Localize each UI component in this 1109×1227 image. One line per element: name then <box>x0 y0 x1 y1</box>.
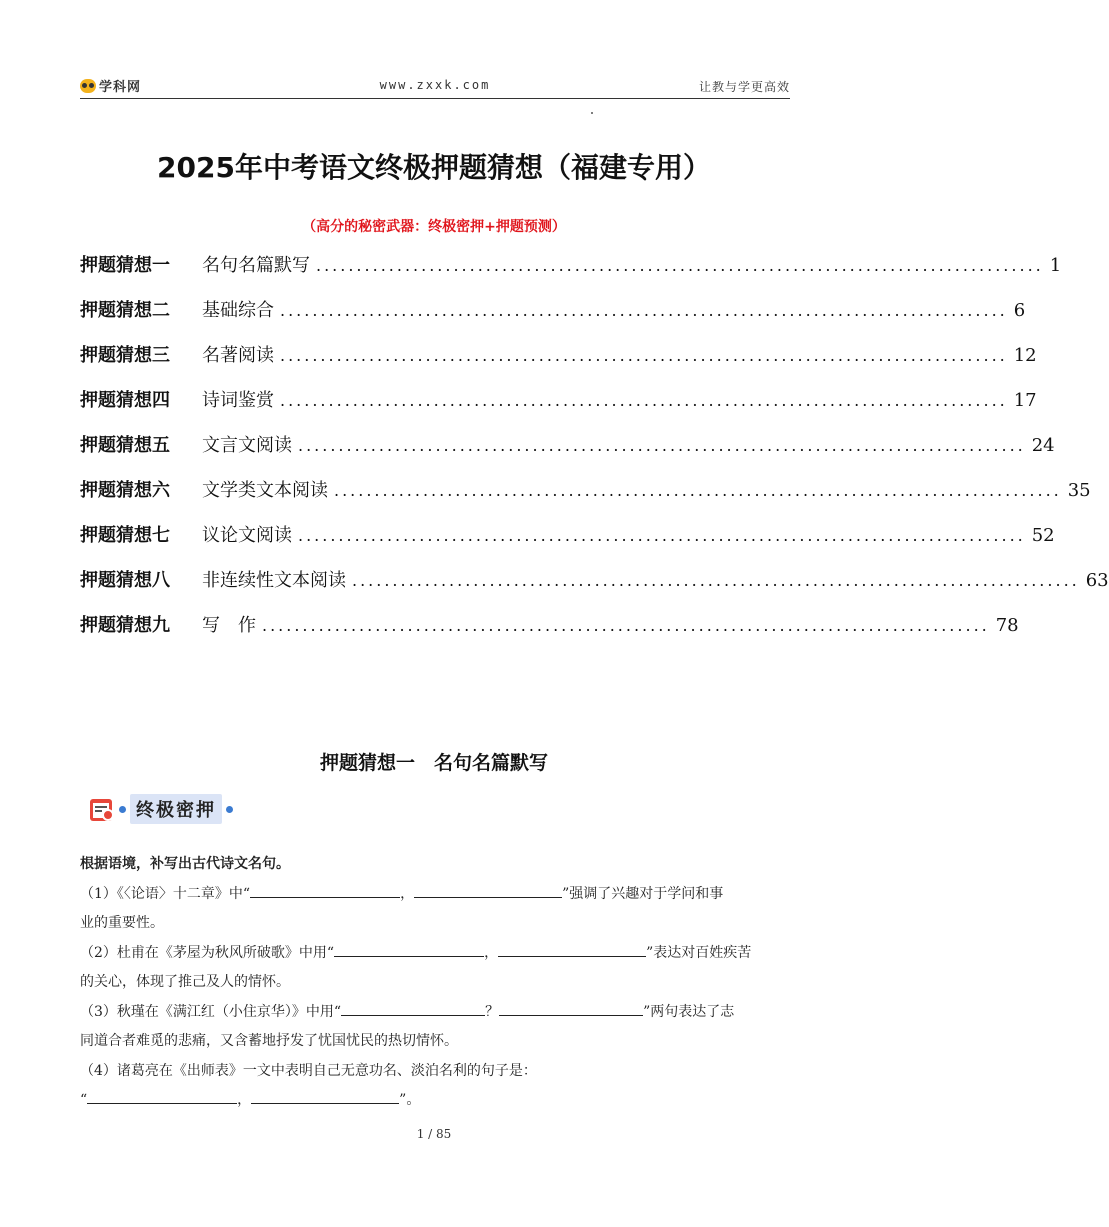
badge-dot-icon <box>226 806 233 813</box>
toc-entry[interactable] <box>80 251 1062 296</box>
toc-entry-number: 押题猜想六 <box>80 480 170 501</box>
stray-dot <box>591 112 593 114</box>
toc-entry-name: 文言文阅读 <box>202 435 292 456</box>
page-number: 1 / 85 <box>416 1127 452 1141</box>
toc-leader-dots: .......................................................................................... <box>280 391 1008 410</box>
section-badge <box>88 793 233 825</box>
toc-leader-dots: .......................................................................................... <box>352 571 1080 590</box>
question-punct: ”。 <box>399 1092 421 1108</box>
toc-entry-number: 押题猜想三 <box>80 345 170 366</box>
toc-entry[interactable] <box>80 341 1037 386</box>
question-item <box>80 939 790 998</box>
question-item <box>80 1057 790 1116</box>
toc-entry[interactable] <box>80 296 1026 341</box>
toc-entry-page: 63 <box>1085 570 1109 591</box>
question-punct: ？ <box>485 1003 500 1020</box>
question-text: ”两句表达了志 <box>643 1003 735 1020</box>
toc-entry-name: 诗词鉴赏 <box>202 390 274 411</box>
question-text: （2）杜甫在《茅屋为秋风所破歌》中用“ <box>80 944 335 961</box>
toc-entry-number: 押题猜想九 <box>80 615 170 636</box>
toc-entry-name: 写 作 <box>202 615 256 636</box>
answer-blank[interactable] <box>498 942 646 957</box>
toc-entry-number: 押题猜想二 <box>80 300 170 321</box>
toc-entry-page: 24 <box>1031 435 1055 456</box>
page-header <box>80 76 790 96</box>
question-item <box>80 998 790 1057</box>
toc-entry-page: 1 <box>1049 255 1062 276</box>
toc-leader-dots: .......................................................................................... <box>280 301 1008 320</box>
logo-text: 学科网 <box>99 80 142 95</box>
question-text: （1）《〈论语〉十二章》中“ <box>80 885 251 902</box>
header-slogan: 让教与学更高效 <box>698 80 790 94</box>
notepad-target-icon <box>88 795 116 823</box>
answer-blank[interactable] <box>414 883 562 898</box>
toc-entry-name: 名著阅读 <box>202 345 274 366</box>
question-punct: ， <box>484 944 499 961</box>
toc-leader-dots: .......................................................................................... <box>262 616 990 635</box>
toc-entry[interactable] <box>80 431 1055 476</box>
question-text: 业的重要性。 <box>80 915 164 931</box>
toc-entry[interactable] <box>80 386 1037 431</box>
toc-entry-number: 押题猜想一 <box>80 255 170 276</box>
toc-entry-page: 12 <box>1013 345 1037 366</box>
question-instruction: 根据语境，补写出古代诗文名句。 <box>80 856 290 872</box>
question-text: （4）诸葛亮在《出师表》一文中表明自己无意功名、淡泊名利的句子是： <box>80 1062 537 1079</box>
toc-entry[interactable] <box>80 566 1109 611</box>
toc-entry-name: 基础综合 <box>202 300 274 321</box>
toc-entry-number: 押题猜想七 <box>80 525 170 546</box>
toc-leader-dots: .......................................................................................... <box>316 256 1044 275</box>
badge-label: 终极密押 <box>130 794 222 824</box>
question-punct: “ <box>80 1092 88 1108</box>
answer-blank[interactable] <box>499 1001 643 1016</box>
question-punct: ， <box>400 885 415 902</box>
question-text: 同道合者难觅的悲痛，又含蓄地抒发了忧国忧民的热切情怀。 <box>80 1033 458 1049</box>
header-divider <box>80 98 790 99</box>
toc-entry-name: 非连续性文本阅读 <box>202 570 346 591</box>
toc-entry-page: 52 <box>1031 525 1055 546</box>
toc-entry[interactable] <box>80 476 1091 521</box>
answer-blank[interactable] <box>87 1089 237 1104</box>
toc-entry-page: 6 <box>1013 300 1026 321</box>
question-item <box>80 880 790 939</box>
question-text: ”强调了兴趣对于学问和事 <box>562 885 724 902</box>
toc-entry-page: 17 <box>1013 390 1037 411</box>
toc-leader-dots: .......................................................................................... <box>280 346 1008 365</box>
toc-leader-dots: .......................................................................................... <box>298 526 1026 545</box>
toc-entry-number: 押题猜想八 <box>80 570 170 591</box>
question-punct: ， <box>237 1092 252 1108</box>
toc-entry-number: 押题猜想四 <box>80 390 170 411</box>
answer-blank[interactable] <box>251 1089 399 1104</box>
answer-blank[interactable] <box>250 883 400 898</box>
toc-entry[interactable] <box>80 611 1019 656</box>
document-title: 2025年中考语文终极押题猜想（福建专用） <box>157 151 711 184</box>
toc-entry-name: 名句名篇默写 <box>202 255 310 276</box>
toc-entry-page: 78 <box>995 615 1019 636</box>
site-url[interactable]: www.zxxk.com <box>379 78 491 92</box>
table-of-contents <box>80 251 1109 656</box>
toc-entry-number: 押题猜想五 <box>80 435 170 456</box>
toc-entry-page: 35 <box>1067 480 1091 501</box>
toc-leader-dots: .......................................................................................... <box>334 481 1062 500</box>
badge-dot-icon <box>119 806 126 813</box>
document-subtitle: （高分的秘密武器：终极密押+押题预测） <box>302 219 566 235</box>
section-heading: 押题猜想一 名句名篇默写 <box>319 752 548 774</box>
toc-entry-name: 文学类文本阅读 <box>202 480 328 501</box>
toc-entry[interactable] <box>80 521 1055 566</box>
question-text: ”表达对百姓疾苦 <box>646 944 752 961</box>
answer-blank[interactable] <box>334 942 484 957</box>
toc-leader-dots: .......................................................................................... <box>298 436 1026 455</box>
question-text: （3）秋瑾在《满江红（小住京华）》中用“ <box>80 1003 342 1020</box>
toc-entry-name: 议论文阅读 <box>202 525 292 546</box>
question-text: 的关心，体现了推己及人的情怀。 <box>80 974 290 990</box>
question-body <box>80 850 790 1116</box>
answer-blank[interactable] <box>341 1001 485 1016</box>
